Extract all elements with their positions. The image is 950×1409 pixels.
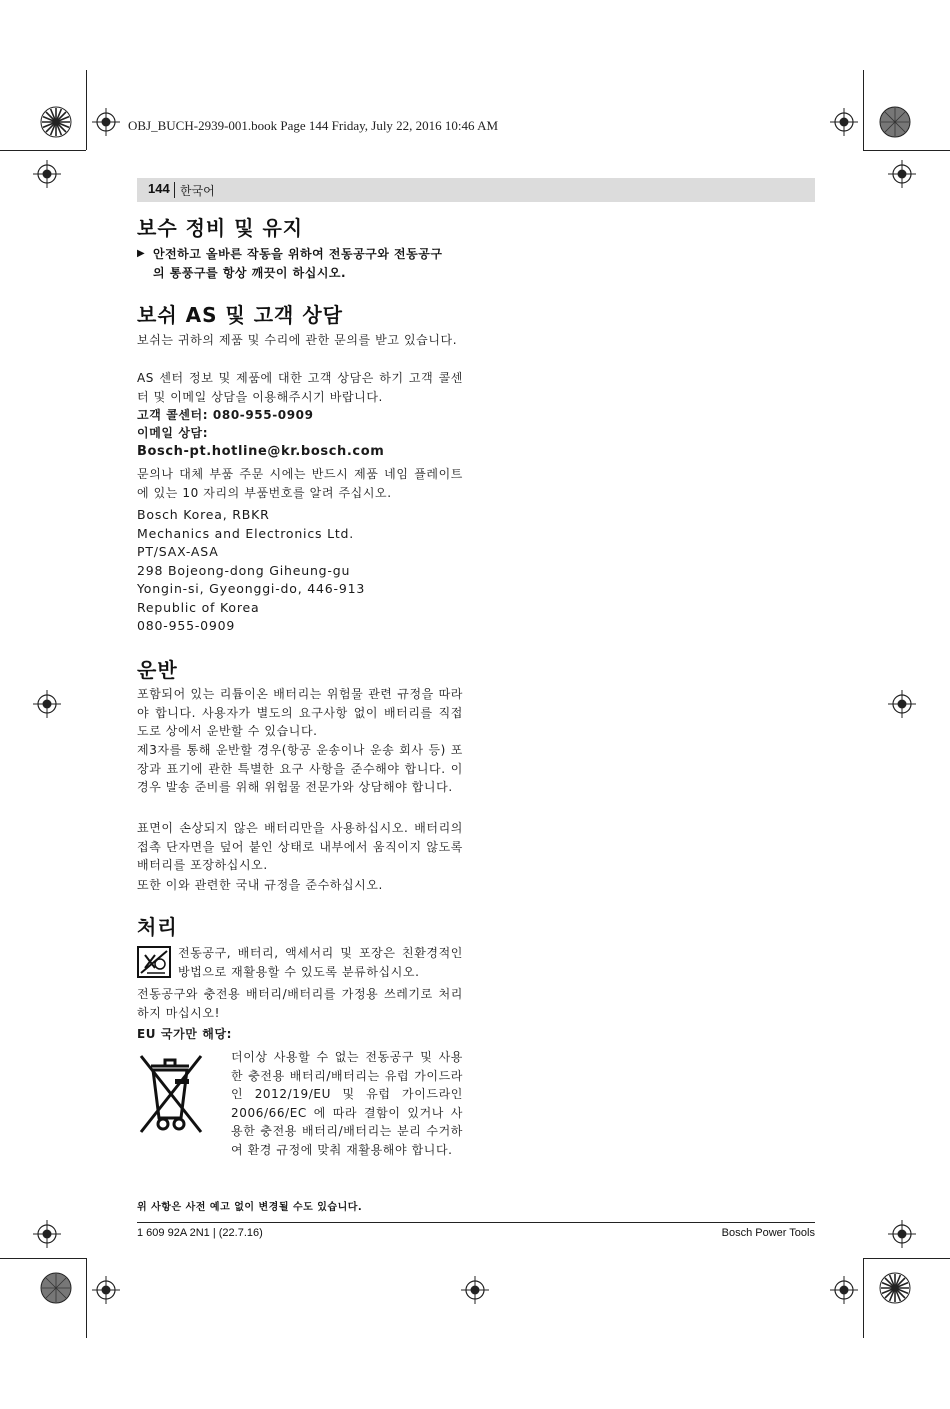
registration-mark-icon [461,1276,489,1304]
email-label: 이메일 상담: [137,426,209,440]
address-line: Yongin-si, Gyeonggi-do, 446-913 [137,581,366,596]
section-title-disposal: 처리 [137,915,178,939]
registration-mark-icon [830,108,858,136]
call-center-number: 고객 콜센터: 080-955-0909 [137,408,314,422]
document-number: 1 609 92A 2N1 | (22.7.16) [137,1227,263,1239]
file-header: OBJ_BUCH-2939-001.book Page 144 Friday, July 22, 2016 10:46 AM [128,118,499,133]
transport-paragraph-2: 제3자를 통해 운반할 경우(항공 운송이나 운송 회사 등) 포장과 표기에 관한 특별한 요구 사항을 준수해야 합니다. 이 경우 발송 준비를 위해 위험물 전문가와 상담해야 합니다. [137,743,463,794]
crop-line [86,70,87,150]
registration-mark-icon [92,1276,120,1304]
page-header-bar [137,178,815,202]
address-line: Bosch Korea, RBKR [137,507,270,522]
section-title-transport: 운반 [137,658,178,682]
service-paragraph-2: AS 센터 정보 및 제품에 대한 고객 상담은 하기 고객 콜센터 및 이메일 상담을 이용해주시기 바랍니다. [137,371,463,404]
crop-line [863,150,950,151]
color-bar-wheel-icon [40,106,72,138]
crop-line [863,1258,864,1338]
bullet-triangle-icon: ▶ [137,248,146,259]
crop-line [863,70,864,150]
crop-line [0,150,86,151]
section-title-maintenance: 보수 정비 및 유지 [137,216,304,240]
recycling-box-icon [137,946,171,978]
registration-mark-icon [888,160,916,188]
address-line: Republic of Korea [137,599,260,615]
service-address [137,506,463,636]
disposal-paragraph-1: 전동공구, 배터리, 액세서리 및 포장은 친환경적인 방법으로 재활용할 수 있도록 분류하십시오. [178,946,463,979]
disposal-paragraph-2: 전동공구와 충전용 배터리/배터리를 가정용 쓰레기로 처리하지 마십시오! [137,987,463,1020]
section-title-service: 보쉬 AS 및 고객 상담 [137,303,343,327]
page-header-divider [174,182,175,198]
page-language: 한국어 [180,184,215,198]
crop-line [86,1258,87,1338]
eu-label: EU 국가만 해당: [137,1027,233,1041]
registration-mark-icon [92,108,120,136]
brand-footer: Bosch Power Tools [721,1227,815,1239]
crop-line [863,1258,950,1259]
maintenance-bullet-line2: 의 통풍구를 항상 깨끗이 하십시오. [153,265,347,280]
address-line: Mechanics and Electronics Ltd. [137,525,355,541]
registration-mark-icon [830,1276,858,1304]
color-bar-wheel-icon [879,1272,911,1304]
crossed-out-wheelie-bin-icon [137,1052,207,1136]
registration-mark-icon [33,690,61,718]
registration-mark-icon [888,690,916,718]
maintenance-bullet-line1: 안전하고 올바른 작동을 위하여 전동공구와 전동공구 [153,247,443,261]
registration-mark-icon [33,1220,61,1248]
address-line: 298 Bojeong-dong Giheung-gu [137,562,351,578]
address-line: 080-955-0909 [137,618,236,633]
footer-divider [137,1222,815,1223]
service-paragraph-1: 보쉬는 귀하의 제품 및 수리에 관한 문의를 받고 있습니다. [137,333,458,347]
footer-note: 위 사항은 사전 예고 없이 변경될 수도 있습니다. [137,1202,363,1213]
transport-paragraph-4: 또한 이와 관련한 국내 규정을 준수하십시오. [137,878,383,892]
address-line: PT/SAX-ASA [137,544,219,559]
page-number: 144 [148,181,170,196]
email-address: Bosch-pt.hotline@kr.bosch.com [137,444,385,459]
maintenance-bullet [137,245,463,282]
registration-mark-icon [33,160,61,188]
registration-mark-icon [888,1220,916,1248]
transport-paragraph-3: 표면이 손상되지 않은 배터리만을 사용하십시오. 배터리의 접촉 단자면을 덮어 붙인 상태로 내부에서 움직이지 않도록 배터리를 포장하십시오. [137,821,463,872]
crop-line [0,1258,86,1259]
disposal-paragraph-3: 더이상 사용할 수 없는 전동공구 및 사용한 충전용 배터리/배터리는 유럽 가이드라인 2012/19/EU 및 유럽 가이드라인 2006/66/EC 에 따라 결함이 있거나 사용한 충전용 배터리/배터리는 분리 수거하여 환경 규정에 맞춰 재활용해야 합니다. [231,1050,463,1157]
color-bar-wheel-icon [40,1272,72,1304]
service-paragraph-3: 문의나 대체 부품 주문 시에는 반드시 제품 네임 플레이트에 있는 10 자리의 부품번호를 알려 주십시오. [137,467,463,500]
color-bar-wheel-icon [879,106,911,138]
transport-paragraph-1: 포함되어 있는 리튬이온 배터리는 위험물 관련 규정을 따라야 합니다. 사용자가 별도의 요구사항 없이 배터리를 직접 도로 상에서 운반할 수 있습니다. [137,687,463,738]
